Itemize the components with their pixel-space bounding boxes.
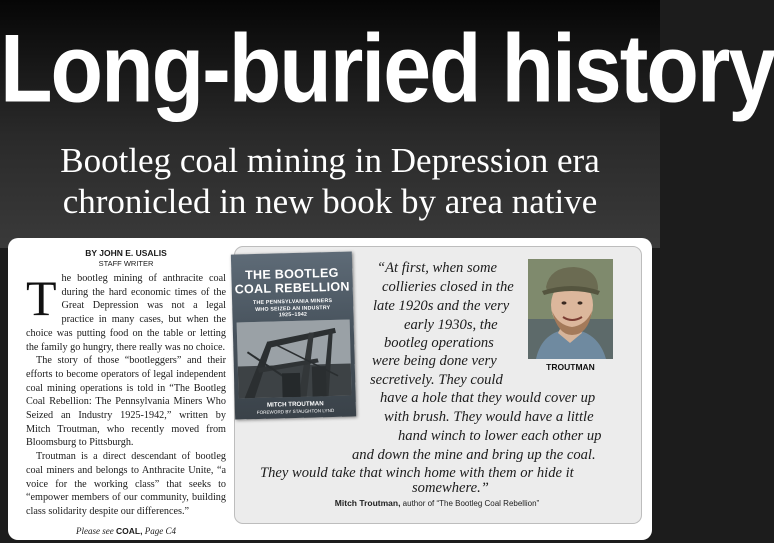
quote-line: with brush. They would have a little bbox=[384, 409, 594, 425]
quote-line: bootleg operations bbox=[384, 335, 494, 351]
book-subtitle-line-2: WHO SEIZED AN INDUSTRY bbox=[255, 304, 331, 313]
paragraph-1-text: he bootleg mining of anthracite coal during the hard economic times of the Great Depression was not a legal practice in many cases, but when the choice was putting food on the table or letting the family go hungry, there really was no choice. bbox=[26, 273, 226, 353]
book-title-line-2: COAL REBELLION bbox=[234, 279, 350, 297]
book-title bbox=[231, 265, 353, 296]
paragraph-2: The story of those “bootleggers” and their efforts to become operators of legal independent coal mining operations is told in “The Bootleg Coal Rebellion: The Pennsylvania Miners Who Seized an Industry 1925-1942,” written by Mitch Troutman, who recently moved from Bloomsburg to Pittsburgh. bbox=[26, 355, 226, 449]
book-cover bbox=[231, 251, 356, 419]
byline-role: STAFF WRITER bbox=[98, 259, 154, 268]
paragraph-1 bbox=[26, 272, 226, 354]
book-subtitle-line-3: 1925–1942 bbox=[278, 311, 308, 319]
jump-page: Page C4 bbox=[144, 525, 176, 536]
article-column bbox=[26, 248, 226, 537]
quote-line: secretively. They could bbox=[370, 372, 503, 388]
book-foreword: FOREWORD BY STAUGHTON LYND bbox=[256, 407, 335, 415]
byline: BY JOHN E. USALIS bbox=[85, 248, 167, 258]
subhead-line-1: Bootleg coal mining in Depression era bbox=[60, 141, 600, 180]
quote-speaker-role: author of “The Bootleg Coal Rebellion” bbox=[402, 499, 540, 508]
quote-line: They would take that winch home with them or hide it bbox=[260, 465, 574, 481]
book-subtitle-line-1: THE PENNSYLVANIA MINERS bbox=[252, 297, 333, 307]
jump-keyword: COAL, bbox=[116, 525, 143, 536]
quote-line: early 1930s, the bbox=[404, 317, 498, 333]
quote-line: and down the mine and bring up the coal. bbox=[352, 447, 596, 463]
quote-line: “At first, when some bbox=[377, 260, 497, 276]
book-title-line-1: THE BOOTLEG bbox=[244, 265, 339, 283]
jump-line[interactable] bbox=[26, 525, 226, 537]
subheadline bbox=[0, 140, 660, 222]
quote-line: were being done very bbox=[372, 353, 497, 369]
book-subtitle bbox=[237, 298, 348, 320]
quote-line: somewhere.” bbox=[412, 480, 489, 496]
book-cover-photo bbox=[237, 320, 352, 399]
quote-attribution bbox=[234, 498, 640, 509]
mine-tipple-illustration bbox=[237, 320, 352, 399]
quote-line: hand winch to lower each other up bbox=[398, 428, 602, 444]
author-photo bbox=[528, 259, 613, 359]
author-portrait bbox=[528, 259, 613, 359]
drop-cap: T bbox=[26, 270, 57, 326]
book-author: MITCH TROUTMAN bbox=[266, 400, 324, 409]
quote-line: have a hole that they would cover up bbox=[380, 390, 596, 406]
paragraph-3: Troutman is a direct descendant of bootleg coal miners and belongs to Anthracite Unite, “a voice for the working class” that seeks to “empower members of our community, building class solidarity despite our differences.” bbox=[26, 451, 226, 517]
quote-speaker: Mitch Troutman, bbox=[334, 498, 401, 508]
subhead-line-2: chronicled in new book by area native bbox=[62, 182, 598, 221]
portrait-caption: TROUTMAN bbox=[546, 362, 595, 372]
quote-line: late 1920s and the very bbox=[373, 298, 510, 314]
jump-prefix: Please see bbox=[76, 525, 114, 536]
quote-line: collieries closed in the bbox=[382, 279, 514, 295]
headline: Long-buried history bbox=[0, 15, 774, 123]
